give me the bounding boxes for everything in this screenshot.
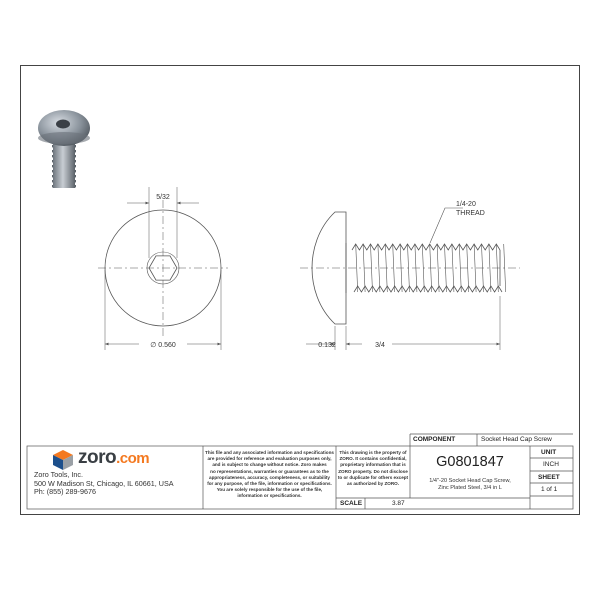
thread-crest-line: [489, 244, 491, 292]
description-line-2: Zinc Plated Steel, 3/4 in L: [438, 484, 502, 491]
company-address: 500 W Madison St, Chicago, IL 60661, USA: [34, 478, 174, 488]
unit-value: INCH: [543, 461, 559, 468]
dim-hex-size: 5/32: [156, 194, 170, 201]
dim-head-diameter: ∅ 0.560: [150, 342, 176, 349]
disclaimer-line: This file and any associated information and specifications: [205, 450, 334, 455]
company-name: Zoro Tools, Inc.: [34, 470, 84, 479]
scale-value: 3.87: [392, 500, 405, 507]
part-description: [410, 478, 530, 491]
disclaimer-line: You are solely responsible for the use of the file,: [216, 487, 323, 493]
thread-top-profile: [352, 244, 500, 250]
zoro-logo-icon: [53, 450, 73, 470]
property-line: proprietary information that is: [340, 462, 406, 468]
company-phone: Ph: (855) 289-9676: [34, 487, 96, 497]
unit-label: UNIT: [541, 449, 557, 456]
thread-crest-line: [474, 244, 476, 292]
property-notice: [337, 450, 409, 487]
part-number: G0801847: [436, 454, 504, 470]
property-line: ZORO. It contains confidential,: [339, 456, 407, 462]
thread-crest-line: [452, 244, 454, 292]
property-line: ZORO property. Do not disclose: [338, 468, 408, 474]
zoro-logo-wordmark: [78, 447, 149, 469]
scale-label: SCALE: [340, 500, 363, 507]
thread-spec-line1: 1/4-20: [456, 201, 476, 208]
disclaimer-line: and is subject to change without notice. Zoro makes: [212, 462, 327, 468]
logo-main-text: zoro: [78, 447, 117, 468]
thread-crest-line: [378, 244, 380, 292]
company-info: [34, 471, 174, 497]
thread-spec-line2: THREAD: [456, 210, 485, 217]
thread-bottom-profile: [354, 286, 502, 292]
sheet-value: 1 of 1: [541, 486, 558, 493]
description-line-1: 1/4"-20 Socket Head Cap Screw,: [429, 478, 511, 484]
property-line: as authorized by ZORO.: [346, 481, 400, 487]
head-front-view: [98, 187, 228, 350]
disclaimer-line: appropriateness, accuracy, completeness, or suitability: [209, 474, 330, 480]
dim-screw-length: 3/4: [375, 342, 385, 349]
logo-suffix-text: .com: [116, 450, 150, 467]
property-line: This drawing is the property of: [339, 450, 407, 455]
disclaimer-line: are provided for reference and evaluation purposes only,: [207, 456, 332, 462]
disclaimer-line: for any purpose, of the file, information or specifications.: [207, 481, 332, 487]
property-line: to or duplicate for others except: [337, 474, 409, 480]
component-label: COMPONENT: [413, 436, 456, 443]
disclaimer-line: no representations, warranties or guarantees as to the: [210, 468, 329, 474]
screw-side-view: [300, 208, 520, 350]
thread-crest-line: [437, 244, 439, 292]
disclaimer-line: information or specifications.: [237, 493, 302, 499]
screw-3d-preview: [38, 110, 90, 188]
dim-head-height: 0.132: [318, 342, 336, 349]
component-value: Socket Head Cap Screw: [481, 436, 552, 443]
disclaimer-text: [204, 450, 335, 500]
sheet-label: SHEET: [538, 474, 560, 481]
